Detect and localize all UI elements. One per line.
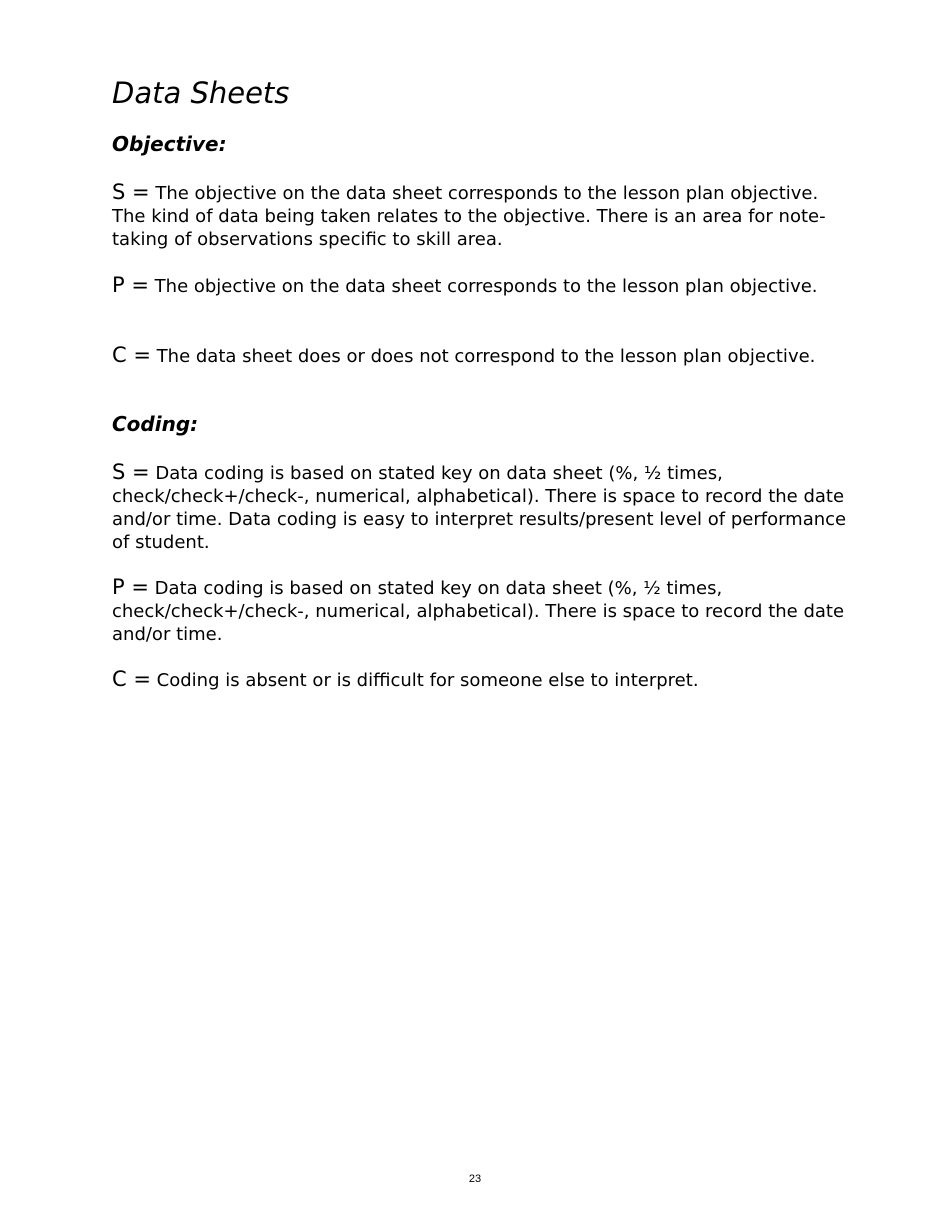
coding-criterion-s xyxy=(112,461,847,554)
criterion-text: Data coding is based on stated key on data sheet (%, ½ times, check/check+/check-, numerical, alphabetical). There is space to record the date and/or time. Data coding is easy to interpret results/present level of performance of student. xyxy=(112,463,847,553)
criterion-text: Coding is absent or is difficult for someone else to interpret. xyxy=(156,670,699,691)
criterion-text: The objective on the data sheet corresponds to the lesson plan objective. xyxy=(154,276,818,297)
objective-criterion-c xyxy=(112,344,847,368)
coding-criterion-c xyxy=(112,668,847,692)
rating-code: C = xyxy=(112,667,151,691)
page-title: Data Sheets xyxy=(112,76,290,110)
criterion-text: The data sheet does or does not correspond to the lesson plan objective. xyxy=(156,346,816,367)
section-heading-objective: Objective: xyxy=(112,132,227,156)
coding-criterion-p xyxy=(112,576,847,646)
rating-code: P = xyxy=(112,575,149,599)
rating-code: S = xyxy=(112,180,150,204)
objective-criterion-p xyxy=(112,274,847,298)
section-heading-coding: Coding: xyxy=(112,412,199,436)
objective-criterion-s xyxy=(112,181,847,251)
rating-code: C = xyxy=(112,343,151,367)
criterion-text: The objective on the data sheet corresponds to the lesson plan objective. The kind of data being taken relates to the objective. There is an area for note-taking of observations specific to skill area. xyxy=(112,183,826,250)
page-number: 23 xyxy=(468,1173,482,1185)
rating-code: P = xyxy=(112,273,149,297)
rating-code: S = xyxy=(112,460,150,484)
criterion-text: Data coding is based on stated key on data sheet (%, ½ times, check/check+/check-, numerical, alphabetical). There is space to record the date and/or time. xyxy=(112,578,845,645)
